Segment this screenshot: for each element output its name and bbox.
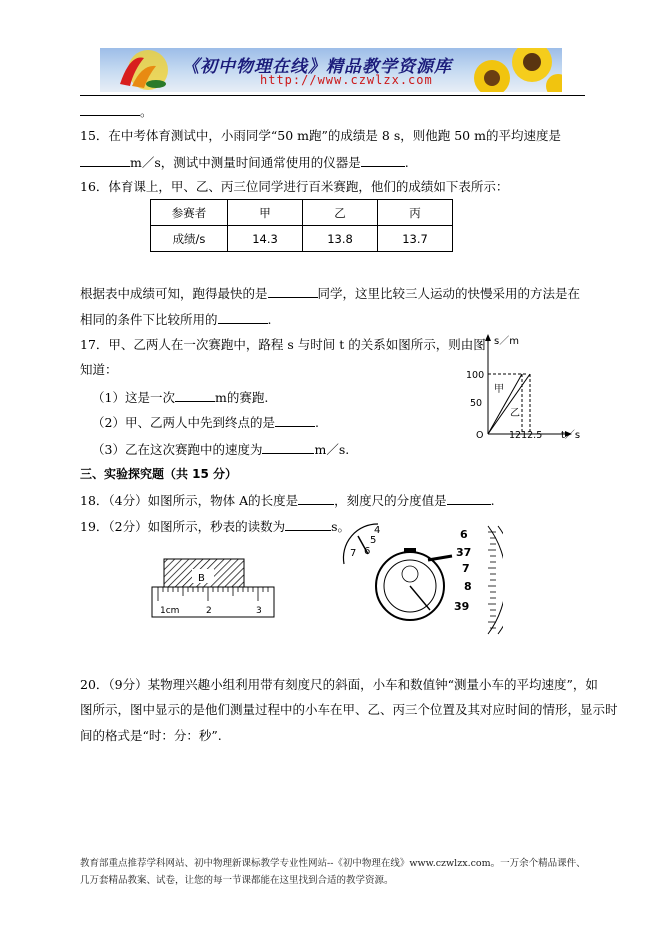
q16-conclusion-line2 xyxy=(80,310,272,329)
table-header-cell: 甲 xyxy=(228,200,303,226)
y-axis-arrow-icon xyxy=(485,334,491,341)
stopwatch-figure xyxy=(338,518,503,638)
header-banner xyxy=(100,48,562,92)
small-dial-label: 6 xyxy=(364,546,371,557)
q17-text: m的赛跑. xyxy=(214,390,269,405)
q15-instrument-blank[interactable] xyxy=(361,153,405,167)
banner-title: 《初中物理在线》精品教学资源库 xyxy=(182,57,452,77)
q15-line2 xyxy=(80,153,409,172)
q17-sub3 xyxy=(92,440,349,459)
q17-sub1 xyxy=(92,388,268,407)
table-header-cell: 参赛者 xyxy=(151,200,228,226)
q17-text: （2）甲、乙两人中先到终点的是 xyxy=(92,415,275,430)
q16-method-blank[interactable] xyxy=(218,310,268,324)
scale-label: 37 xyxy=(456,546,472,559)
footer-line: 教育部重点推荐学科网站、初中物理新课标教学专业性网站--《初中物理在线》www.czwlzx.com。一万余个精品课件、 xyxy=(80,858,586,869)
q16-text: 同学，这里比较三人运动的快慢采用的方法是在 xyxy=(317,286,581,301)
q19-reading-blank[interactable] xyxy=(285,517,331,531)
block-label: B xyxy=(198,573,205,584)
banner-url: http://www.czwlzx.com xyxy=(260,73,433,87)
q18-text: 18．（4分）如图所示，物体 A的长度是 xyxy=(80,493,299,508)
q17-text: （3）乙在这次赛跑中的速度为 xyxy=(92,442,263,457)
q19-text: 19．（2分）如图所示，秒表的读数为 xyxy=(80,519,286,534)
q16-intro: 16．体育课上，甲、乙、丙三位同学进行百米赛跑，他们的成绩如下表所示： xyxy=(80,179,509,194)
q18-text: ，刻度尺的分度值是 xyxy=(334,493,447,508)
table-header-row xyxy=(151,200,453,226)
q16-text: 相同的条件下比较所用的 xyxy=(80,312,218,327)
q16-conclusion-line1 xyxy=(80,284,580,303)
q17-text: . xyxy=(314,415,319,430)
q17-line1: 17．甲、乙两人在一次赛跑中，路程 s 与时间 t 的关系如图所示，则由图 xyxy=(80,337,486,352)
scale-label: 6 xyxy=(460,528,468,541)
page-footer xyxy=(80,855,590,889)
scale-label: 7 xyxy=(462,562,470,575)
table-header-cell: 丙 xyxy=(378,200,453,226)
q18-line xyxy=(80,491,495,510)
distance-time-graph xyxy=(458,330,583,445)
scale-label: 39 xyxy=(454,600,470,613)
q15-text: m／s，测试中测量时间通常使用的仪器是 xyxy=(130,155,361,170)
q17-text: （1）这是一次 xyxy=(92,390,175,405)
scale-label: 8 xyxy=(464,580,472,593)
sunflower-decoration-icon xyxy=(472,48,562,92)
section3-title: 三、实验探究题（共 15 分） xyxy=(80,467,238,481)
sunflower-logo-icon xyxy=(100,48,190,92)
q17-text: m／s. xyxy=(314,442,350,457)
x-axis-label: t／s xyxy=(561,430,581,441)
q17-distance-blank[interactable] xyxy=(175,388,215,402)
y-axis-label: s／m xyxy=(494,336,519,347)
q16-fastest-blank[interactable] xyxy=(268,284,318,298)
q17-line2: 知道： xyxy=(80,362,118,377)
q18-length-blank[interactable] xyxy=(298,491,334,505)
small-dial-label: 4 xyxy=(374,525,381,536)
table-row xyxy=(151,226,453,252)
q18-division-blank[interactable] xyxy=(447,491,491,505)
q17-first-blank[interactable] xyxy=(275,413,315,427)
small-dial-label: 5 xyxy=(370,535,377,546)
origin-label: O xyxy=(476,430,484,441)
ruler-figure xyxy=(150,555,280,625)
line-jia-label: 甲 xyxy=(494,384,504,395)
ruler-tick-label: 1cm xyxy=(160,606,180,616)
q15-end: . xyxy=(404,155,409,170)
answer-blank[interactable] xyxy=(80,102,140,116)
x-ticks-label: 1212.5 xyxy=(509,430,543,441)
q17-sub2 xyxy=(92,413,319,432)
q15-speed-blank[interactable] xyxy=(80,153,130,167)
q19-text: s。 xyxy=(331,519,351,534)
q19-line xyxy=(80,517,350,536)
table-cell: 13.7 xyxy=(378,226,453,252)
line-yi xyxy=(488,374,530,434)
ruler-tick-label: 3 xyxy=(256,606,262,616)
footer-line: 几万套精品教案、试卷，让您的每一节课都能在这里找到合适的教学资源。 xyxy=(80,875,394,886)
table-cell: 14.3 xyxy=(228,226,303,252)
q16-text: 根据表中成绩可知，跑得最快的是 xyxy=(80,286,268,301)
table-cell: 13.8 xyxy=(303,226,378,252)
table-cell: 成绩/s xyxy=(151,226,228,252)
scale-arc-outer xyxy=(498,526,503,634)
line-yi-label: 乙 xyxy=(510,408,520,419)
ruler-tick-label: 2 xyxy=(206,606,212,616)
q16-end: . xyxy=(267,312,272,327)
header-divider xyxy=(80,95,585,96)
continued-answer-line xyxy=(80,102,153,121)
y-tick-50: 50 xyxy=(470,398,483,409)
period: 。 xyxy=(140,104,153,119)
q20-line3: 间的格式是“时：分：秒”. xyxy=(80,728,222,743)
scale-ticks xyxy=(488,532,496,628)
q15-line1: 15．在中考体育测试中，小雨同学“50 m跑”的成绩是 8 s，则他跑 50 m的平均速度是 xyxy=(80,128,561,143)
line-jia xyxy=(488,374,522,434)
table-header-cell: 乙 xyxy=(303,200,378,226)
q18-end: . xyxy=(490,493,495,508)
stopwatch-pointer xyxy=(428,556,452,560)
q20-line2: 图所示，图中显示的是他们测量过程中的小车在甲、乙、丙三个位置及其对应时间的情形，显示时 xyxy=(80,702,618,717)
y-tick-100: 100 xyxy=(466,370,485,381)
results-table xyxy=(150,199,453,252)
small-dial-label: 7 xyxy=(350,548,357,559)
q17-speed-blank[interactable] xyxy=(262,440,314,454)
q20-line1: 20．（9分）某物理兴趣小组利用带有刻度尺的斜面，小车和数值钟“测量小车的平均速度”，如 xyxy=(80,677,598,692)
